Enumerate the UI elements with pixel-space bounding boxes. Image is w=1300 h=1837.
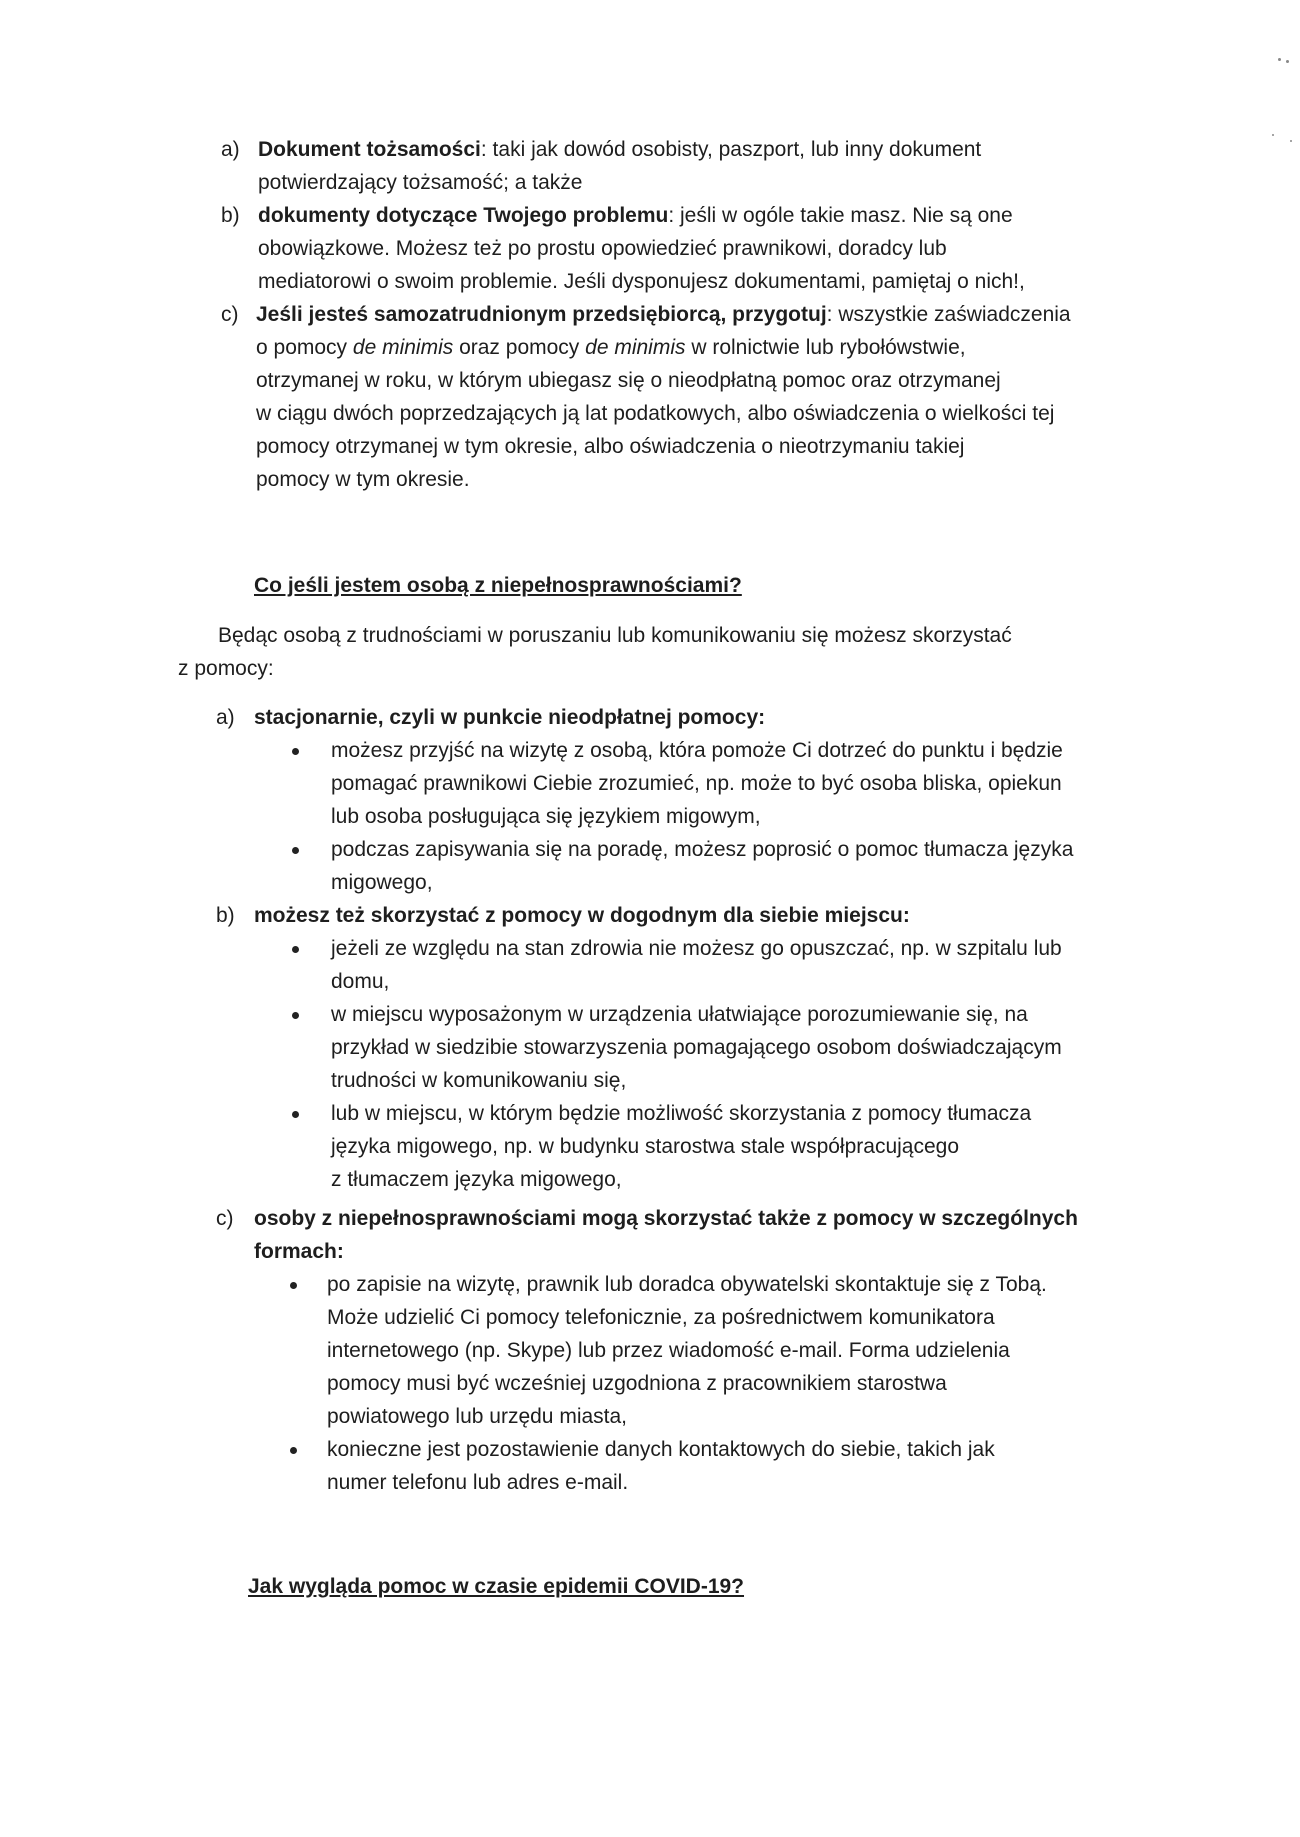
bullet-icon bbox=[292, 1012, 299, 1019]
scan-speck bbox=[1290, 140, 1292, 142]
list-item-a-title: stacjonarnie, czyli w punkcie nieodpłatnej pomocy: bbox=[254, 706, 766, 729]
text: oraz pomocy bbox=[453, 336, 586, 359]
item-c-bold: Jeśli jesteś samozatrudnionym przedsiębiorcą, przygotuj bbox=[256, 303, 827, 326]
list-marker: c) bbox=[221, 303, 239, 326]
list-item-c-line5: pomocy otrzymanej w tym okresie, albo oświadczenia o nieotrzymaniu takiej bbox=[256, 435, 965, 458]
list-marker: b) bbox=[221, 204, 240, 227]
list-item-b-title: możesz też skorzystać z pomocy w dogodnym dla siebie miejscu: bbox=[254, 904, 910, 927]
list-item-c-line6: pomocy w tym okresie. bbox=[256, 468, 470, 491]
list-item-b-line2: obowiązkowe. Możesz też po prostu opowiedzieć prawnikowi, doradcy lub bbox=[258, 237, 947, 260]
bullet-icon bbox=[292, 946, 299, 953]
list-item-c-title-line1: osoby z niepełnosprawnościami mogą skorzystać także z pomocy w szczególnych bbox=[254, 1207, 1078, 1230]
text: w rolnictwie lub rybołówstwie, bbox=[685, 336, 966, 359]
bullet-b3-line3: z tłumaczem języka migowego, bbox=[331, 1168, 622, 1191]
bullet-a1-line2: pomagać prawnikowi Ciebie zrozumieć, np. może to być osoba bliska, opiekun bbox=[331, 772, 1062, 795]
bullet-a1-line3: lub osoba posługująca się językiem migowym, bbox=[331, 805, 761, 828]
bullet-b3-line2: języka migowego, np. w budynku starostwa stale współpracującego bbox=[331, 1135, 960, 1158]
scan-speck bbox=[1278, 58, 1281, 61]
list-item-c-title-line2: formach: bbox=[254, 1240, 344, 1263]
intro-line1: Będąc osobą z trudnościami w poruszaniu lub komunikowaniu się możesz skorzystać bbox=[218, 624, 1012, 647]
item-a-bold: Dokument tożsamości bbox=[258, 138, 481, 161]
bullet-b2-line3: trudności w komunikowaniu się, bbox=[331, 1069, 627, 1092]
scan-speck bbox=[1272, 134, 1274, 136]
list-marker: b) bbox=[216, 904, 235, 927]
list-item-c-line1 bbox=[256, 299, 1071, 331]
list-item-c-line2 bbox=[256, 332, 966, 364]
bullet-c2-line2: numer telefonu lub adres e-mail. bbox=[327, 1471, 629, 1494]
bullet-a2-line2: migowego, bbox=[331, 871, 433, 894]
italic-text: de minimis bbox=[352, 336, 454, 359]
item-b-bold: dokumenty dotyczące Twojego problemu bbox=[258, 204, 669, 227]
intro-line2: z pomocy: bbox=[178, 657, 274, 680]
bullet-c1-line5: powiatowego lub urzędu miasta, bbox=[327, 1405, 628, 1428]
bullet-c1-line1: po zapisie na wizytę, prawnik lub doradca obywatelski skontaktuje się z Tobą. bbox=[327, 1273, 1047, 1296]
italic-text: de minimis bbox=[585, 336, 686, 359]
bullet-a2-line1: podczas zapisywania się na poradę, możesz poprosić o pomoc tłumacza języka bbox=[331, 838, 1074, 861]
list-item-b-line3: mediatorowi o swoim problemie. Jeśli dysponujesz dokumentami, pamiętaj o nich!, bbox=[258, 270, 1025, 293]
bullet-icon bbox=[292, 748, 299, 755]
list-item-c-line3: otrzymanej w roku, w którym ubiegasz się o nieodpłatną pomoc oraz otrzymanej bbox=[256, 369, 1001, 392]
bullet-b1-line2: domu, bbox=[331, 970, 390, 993]
bullet-b1-line1: jeżeli ze względu na stan zdrowia nie możesz go opuszczać, np. w szpitalu lub bbox=[331, 937, 1062, 960]
list-marker: c) bbox=[216, 1207, 234, 1230]
list-marker: a) bbox=[216, 706, 235, 729]
bullet-c1-line4: pomocy musi być wcześniej uzgodniona z pracownikiem starostwa bbox=[327, 1372, 947, 1395]
bullet-b2-line2: przykład w siedzibie stowarzyszenia pomagającego osobom doświadczającym bbox=[331, 1036, 1062, 1059]
item-b-text: : jeśli w ogóle takie masz. Nie są one bbox=[668, 204, 1013, 227]
item-a-text: : taki jak dowód osobisty, paszport, lub inny dokument bbox=[480, 138, 982, 161]
bullet-c1-line2: Może udzielić Ci pomocy telefonicznie, za pośrednictwem komunikatora bbox=[327, 1306, 995, 1329]
scan-speck bbox=[1286, 60, 1289, 63]
bullet-a1-line1: możesz przyjść na wizytę z osobą, która pomoże Ci dotrzeć do punktu i będzie bbox=[331, 739, 1063, 762]
bullet-icon bbox=[290, 1282, 297, 1289]
list-item-b-line1 bbox=[258, 200, 1013, 232]
bullet-icon bbox=[292, 1111, 299, 1118]
text: o pomocy bbox=[256, 336, 353, 359]
section-heading-disability: Co jeśli jestem osobą z niepełnosprawnościami? bbox=[254, 574, 742, 597]
list-marker: a) bbox=[221, 138, 240, 161]
item-c-text: : wszystkie zaświadczenia bbox=[826, 303, 1071, 326]
bullet-b2-line1: w miejscu wyposażonym w urządzenia ułatwiające porozumiewanie się, na bbox=[331, 1003, 1028, 1026]
list-item-a-line2: potwierdzający tożsamość; a także bbox=[258, 171, 583, 194]
bullet-icon bbox=[290, 1447, 297, 1454]
bullet-c1-line3: internetowego (np. Skype) lub przez wiadomość e-mail. Forma udzielenia bbox=[327, 1339, 1010, 1362]
bullet-icon bbox=[292, 847, 299, 854]
bullet-b3-line1: lub w miejscu, w którym będzie możliwość skorzystania z pomocy tłumacza bbox=[331, 1102, 1032, 1125]
list-item-a-line1 bbox=[258, 134, 981, 166]
list-item-c-line4: w ciągu dwóch poprzedzających ją lat podatkowych, albo oświadczenia o wielkości tej bbox=[256, 402, 1055, 425]
bullet-c2-line1: konieczne jest pozostawienie danych kontaktowych do siebie, takich jak bbox=[327, 1438, 995, 1461]
section-heading-covid: Jak wygląda pomoc w czasie epidemii COVID-19? bbox=[248, 1575, 745, 1598]
